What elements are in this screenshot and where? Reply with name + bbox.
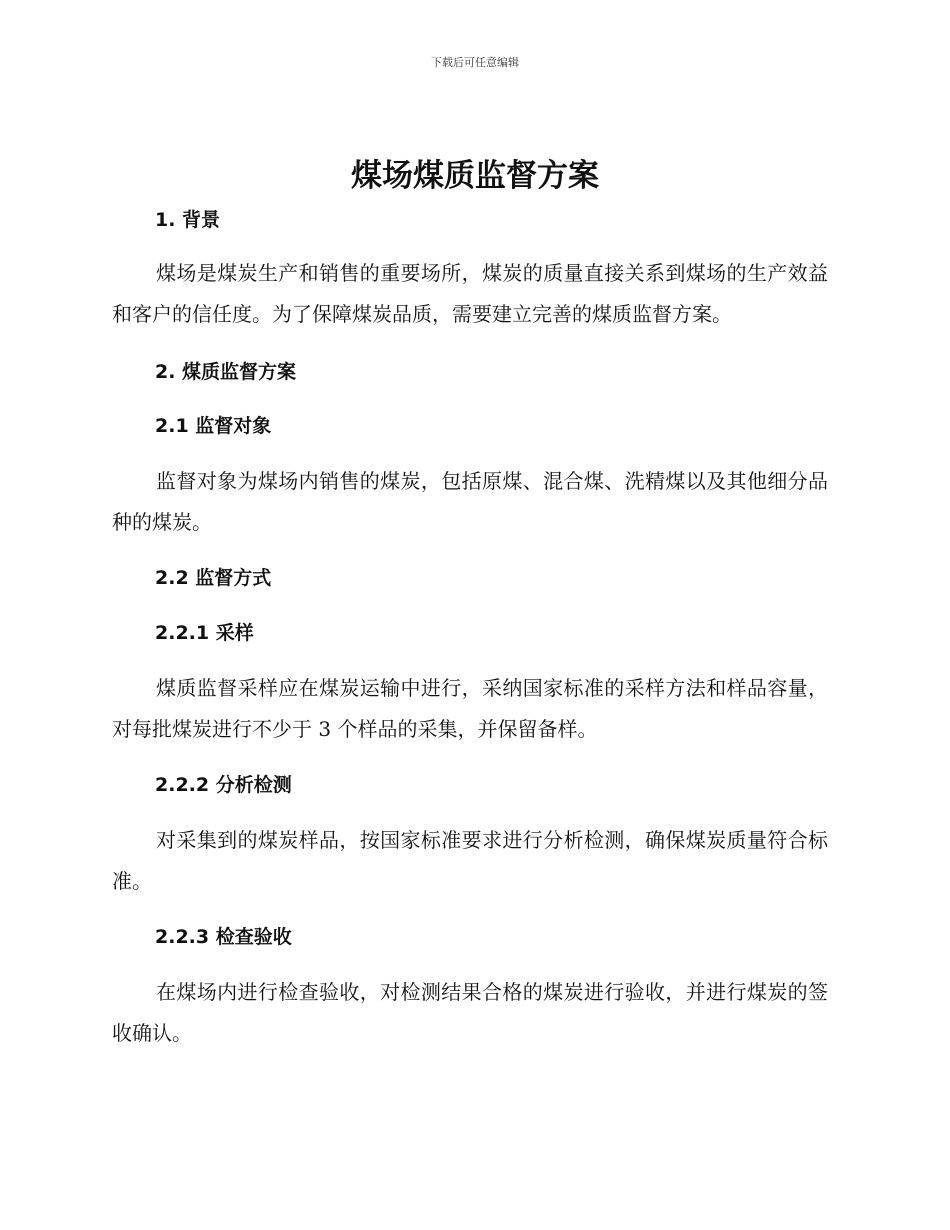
document-title: 煤场煤质监督方案 — [351, 158, 599, 194]
paragraph-acceptance: 在煤场内进行检查验收，对检测结果合格的煤炭进行验收，并进行煤炭的签收确认。 — [112, 980, 828, 1045]
section-heading-plan: 2. 煤质监督方案 — [155, 361, 297, 383]
section-heading-analysis: 2.2.2 分析检测 — [155, 774, 292, 796]
section-heading-background: 1. 背景 — [155, 209, 221, 231]
paragraph-target: 监督对象为煤场内销售的煤炭，包括原煤、混合煤、洗精煤以及其他细分品种的煤炭。 — [112, 469, 828, 534]
paragraph-sampling: 煤质监督采样应在煤炭运输中进行，采纳国家标准的采样方法和样品容量，对每批煤炭进行不少于 3 个样品的采集，并保留备样。 — [112, 676, 828, 741]
section-heading-target: 2.1 监督对象 — [155, 415, 272, 437]
section-heading-sampling: 2.2.1 采样 — [155, 622, 254, 644]
paragraph-analysis: 对采集到的煤炭样品，按国家标准要求进行分析检测，确保煤炭质量符合标准。 — [112, 828, 828, 893]
page-header-note: 下载后可任意编辑 — [431, 56, 519, 69]
section-heading-method: 2.2 监督方式 — [155, 567, 272, 589]
paragraph-background: 煤场是煤炭生产和销售的重要场所，煤炭的质量直接关系到煤场的生产效益和客户的信任度。为了保障煤炭品质，需要建立完善的煤质监督方案。 — [112, 261, 828, 326]
section-heading-acceptance: 2.2.3 检查验收 — [155, 926, 292, 948]
